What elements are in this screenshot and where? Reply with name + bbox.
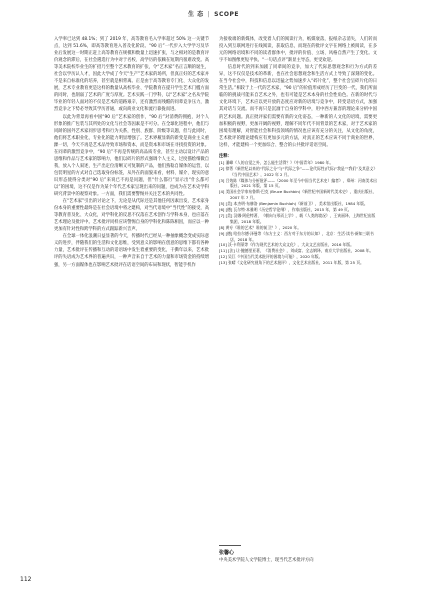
right-column — [219, 36, 377, 266]
note-item: [13] 张晴《文化研究视角下的艺术批评》，文化艺术出版社，2011 年版，第 25 页。 — [219, 260, 364, 266]
body-paragraph: 在“艺术家”引出的讨论之下，无论是从代际还是其他任何因素出发，艺术家身份本身的重要性最终是在社会语境中将之建构，对当代语境中“当代性”的接受，高等教育普及化、大众化，对学科化的反思不仅落在艺术创作与学科本身，也应落在艺术理论及批评中。艺术批评同样应该警惕自身的学科化和陈陈相因，而应以一种更加有针对性和跨学科的方式跟踪新兴音声。 — [54, 199, 209, 233]
note-item: [9] [德] 哈拉尔德·泽曼等《东方主义：西方对于东方的认知》，北京：生活·读书·新知三联书店，2018 年。 — [219, 230, 374, 242]
left-column — [54, 36, 209, 269]
body-paragraph: 以此为背景再看中国“90 后”艺术家的创作，“90 后”对消费的拥抱，对个人形象的推广包装与其所处的文化与社会等因素是不可分。在全球化进程中，他们与同龄的国外艺术家同步思考和行为关系，性别、族群、阶级等议题，但与此同时，他们将艺术职业化，专业化的能力明显增强了。艺术界履显新的新变是商业主义重蹂一切，今天不再是艺术品导致市场和资本，而是资本和市场在寻找投资的对象。在同辈的激烈竞争中，“90 后”不再是传统的高品质专业，甚至主动以设计产品的思维和作品与艺术家的影响力，他们以碎片的形式强调个人主义，过度描绘细微自我，放入个人叙述，生产出定位清晰又可复制的产品，他们熟稔自媒体的运营，以包装明星的方式对自己选取身份标签，从外在的面貌来看，材料、媒介、现实的意识形态使得分类对“90 后”来说已不再是问题，但“什么都行”显示出“什么都可以”的困境，这不仅是作为某个年代艺术家呈现出来的问题，也成为在艺术史学科研究背景中的观察对象。一方面，我们需要警惕并关注艺术的共同性。 — [54, 114, 209, 198]
journal-header — [0, 9, 427, 18]
page-number: 112 — [20, 576, 32, 583]
note-item: [8] 黄专《谁的艺术？谁的前卫？》，2020 年。 — [219, 224, 302, 230]
author-name: 张馨心 — [219, 550, 235, 556]
note-item: [12] 吴江《中国当代美术批评的困境与可能》，2020 年版。 — [219, 254, 323, 260]
journal-subtitle: SCOPE — [214, 11, 239, 18]
body-paragraph: 信息时代的到来加剧了同辈间的竞争，加大了代际思想观念和行为方式的差异，这不仅仅是技术的革新，也在社会思想观念和生活方式上导致了深刻的变化。在当今社会中，科技和信息以迅猛之势加速步入“碎片化”，整个社会呈碎片化的日常生活。”相较于上一代的艺术家，“90 后”的价值形成经历了巨变的一代，我们所面临的的挑战可能来自艺术之外，也有可能是艺术本身的社会性角色。在新的时代与文化环境下，艺术应以更开放的态度应对新的语境与竞争中，转变话语方式，加强其对话与交流。而不再只是沉湎于自身的学科中，用中西方兼容的理论来分析中国的艺术问题。真正批评家们需要有新的文化姿态，一种新的人文化的语境，需要更加积极的视野，更加开阔的视野，理解不同年代不同背景的艺术家，对于艺术家的困境有理解，对智能社会和科技领域的情况也应该有充分的关注，从文化的角度，艺术批评的理论建构应有更加多元的方法，对真正的艺术应该不同于商业的世界，这样，才能建构一个更加综合、整合的公共批评话语空间。 — [219, 65, 377, 148]
right-body-text — [219, 36, 377, 149]
note-item: [11] [法] 让·鲍德里亚著，《消费社会》，刘成富、全志钢译，南京大学出版社，2008 年。 — [219, 248, 374, 254]
header-separator: | — [207, 11, 211, 18]
note-item: [2] 徐菁《新世纪以来的“代际之分”与“代际之争”——论代际性(代际)“我是”“我们”及其意义》《当代中国艺术》，2022 年 2 月。 — [219, 165, 376, 177]
note-item: [10] 沃·卡利莱等《作为现代艺术的大众文化》，大众文艺出版社，2016 年版。 — [219, 242, 354, 248]
author-rule — [219, 545, 241, 546]
author-block — [219, 545, 377, 564]
note-item: [7] [美] 汉娜·阿伦特著，《朝向与形而上学》，载《人类的境况》，王寅丽译，上海世纪出版集团，2018 年版。 — [219, 212, 376, 224]
notes-list — [219, 160, 377, 266]
body-paragraph: 在全球一体化浪潮日益显著的今天，传播时代已经从一种抽象概念变成实际意义的进步，伴随我们的生活和文化思维，受到意义的影响在创意的思维下都有各种力量，艺术批评在传播和互动的话语场中发生着重要的变化，干撕年以来，艺术批评的失语成为艺术界的普遍共识，一种声音来自于艺术的力量和市场资金的持续增强，另一方面媒体也在影响艺术批评在话语空间的布局和现状，智能手机作 — [54, 234, 209, 268]
body-paragraph: 入学率已达到 48.1%；到了 2019 年，高等教育毛入学率超过 50% 这一关键节点，达到 51.6%，即高等教育进入普及化阶段。“90 后”一代步入大学学习及毕业后发展这一时期正赶上高等教育在规模和数量上迅速扩张，与之相对的是教育评价观念的滞后，在社会遴选行为中对于名校、高学历的依赖在短期内很难改变。高等美术院校毕业生的扩招乃至整个艺术教育的扩张，令“艺术家”名正言顺的诞生，社会以学历认人才，因此大学成了今天“生产”艺术家的场所，但真正好的艺术家并不是来自标准化的培养，甚至就是相背离。正是由于高等教育专门化、大众化的发展，艺术专业教育更是这样的数量从高校毕业、学院教育在提升学生艺术门槛方面的同时，也削弱了艺术的广度与厚度。艺术实践一门学科，以“艺术家”之名从学院毕业的年轻人面对的不仅是艺术的道路艰辛，还有激烈而残酷的同辈竞争压力，激烈竞争之下势必导致其学历普通，或向商业文化和流行靠拢而进。 — [54, 37, 209, 113]
note-item: [6] [德] 瓦尔特·本雅明《历史哲学论纲》，作家出版社，2015 年，第 49 页。 — [219, 207, 352, 213]
notes-heading: 注释： — [219, 153, 232, 159]
author-description: 中央美术学院人文学院博士，现当代艺术批评方向 — [219, 558, 314, 563]
journal-title: 生 态 — [188, 11, 204, 18]
note-item: [4] 美国社会学家布鲁斯·巴克 (Bruce Buchbin)《新世纪中国新时代美术史》，重庆出版社，2007 年 7 月。 — [219, 189, 377, 201]
note-item: [3] 吕效陈《媒体与分析批评——（2000 年至今中国当代艺术史）编者》，郑州：河南美术出版社，2021 年版，第 15 页。 — [219, 177, 377, 189]
body-paragraph: 为接收端的新媒体，改变着人们的阅读行为，纸媒衰落，报纸杂志消失，人们转而投入到互联网进行在线阅读，获取信息，而现在的批评文字在网络上被阅读，在多元的网络语境和不同的读者群体中，批评的价值、立场、风格自然产生了变化。文字不如图像更短平快。“一句话点评”渐显主导态，更受欢迎。 — [219, 37, 377, 64]
note-item: [5] [美] 本杰明·布赫洛 (Benjamin Buchloh)《新前卫》，美术馆出版社，1984 年版。 — [219, 201, 368, 207]
note-item: [1] 潘峰《人的自觉之外，怎么能生活得？》《中国青年》1980 年。 — [219, 159, 334, 165]
